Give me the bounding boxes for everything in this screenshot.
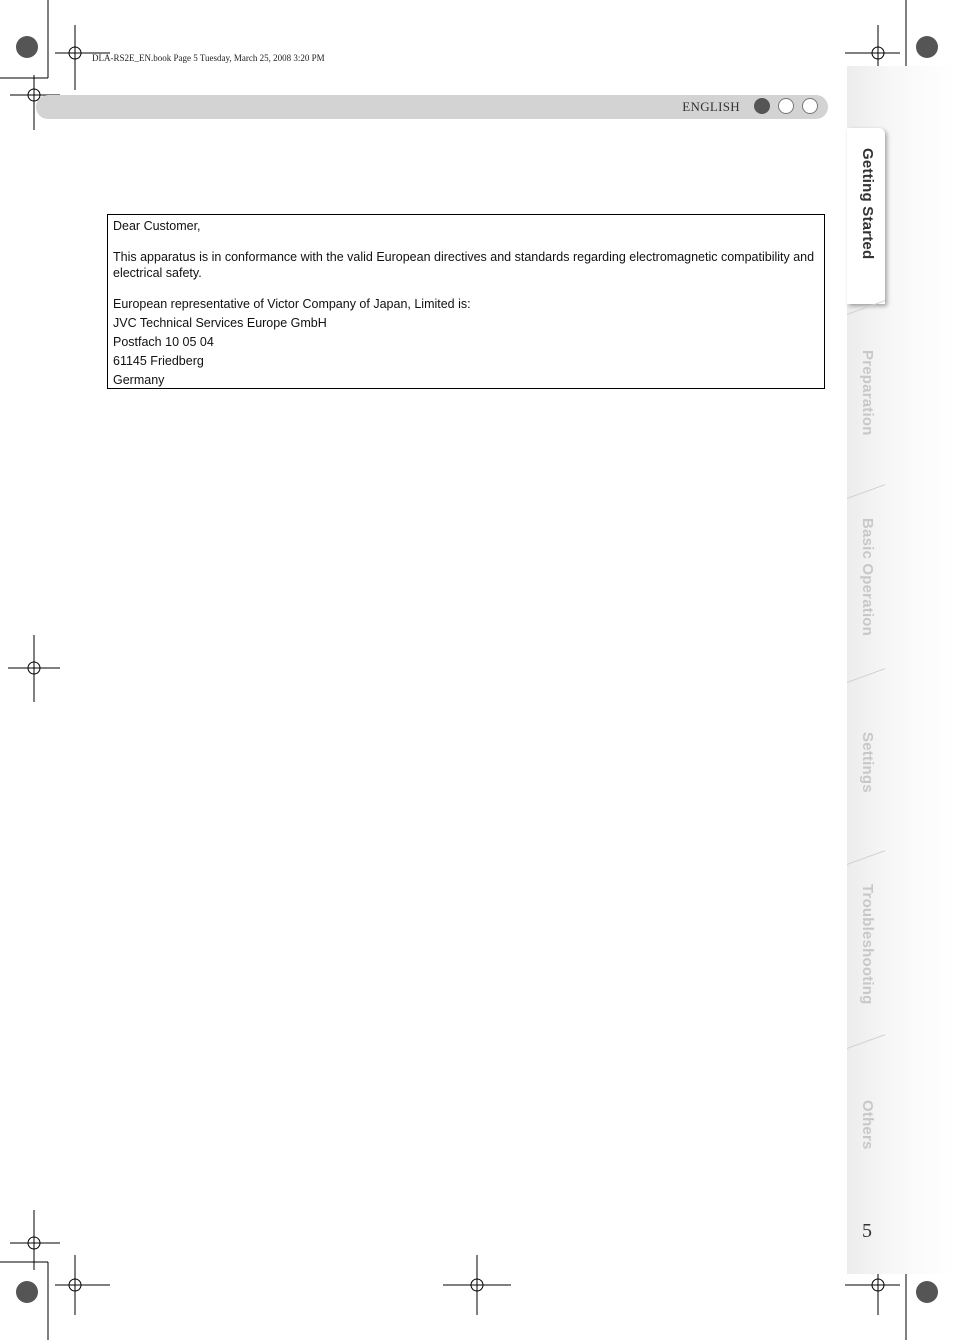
language-dot-empty-icon bbox=[802, 98, 818, 114]
tab-label: Settings bbox=[859, 732, 876, 793]
notice-greeting: Dear Customer, bbox=[113, 219, 201, 233]
tab-label: Basic Operation bbox=[859, 518, 876, 637]
tab-getting-started[interactable] bbox=[847, 128, 885, 304]
chapter-sidebar bbox=[847, 66, 954, 1274]
notice-body: This apparatus is in conformance with the valid European directives and standards regarding electromagnetic compatibility and electrical safety. bbox=[113, 250, 815, 280]
tab-preparation[interactable] bbox=[847, 314, 885, 490]
print-header: DLA-RS2E_EN.book Page 5 Tuesday, March 25, 2008 3:20 PM bbox=[92, 53, 325, 63]
language-dot-filled-icon bbox=[754, 98, 770, 114]
notice-postfach: Postfach 10 05 04 bbox=[113, 335, 214, 349]
tab-basic-operation[interactable] bbox=[847, 498, 885, 674]
language-dot-empty-icon bbox=[778, 98, 794, 114]
tab-settings[interactable] bbox=[847, 682, 885, 858]
page-number: 5 bbox=[862, 1220, 872, 1242]
language-bar bbox=[36, 95, 828, 119]
tab-label: Getting Started bbox=[859, 148, 876, 260]
tab-others[interactable] bbox=[847, 1048, 885, 1224]
notice-rep-intro: European representative of Victor Company of Japan, Limited is: bbox=[113, 297, 471, 311]
tab-label: Troubleshooting bbox=[859, 884, 876, 1005]
tab-label: Preparation bbox=[859, 350, 876, 436]
notice-country: Germany bbox=[113, 373, 165, 387]
language-label: ENGLISH bbox=[682, 99, 740, 114]
notice-company: JVC Technical Services Europe GmbH bbox=[113, 316, 327, 330]
tab-troubleshooting[interactable] bbox=[847, 864, 885, 1040]
notice-city: 61145 Friedberg bbox=[113, 354, 204, 368]
ce-notice-box bbox=[107, 214, 825, 389]
tab-label: Others bbox=[859, 1100, 876, 1150]
